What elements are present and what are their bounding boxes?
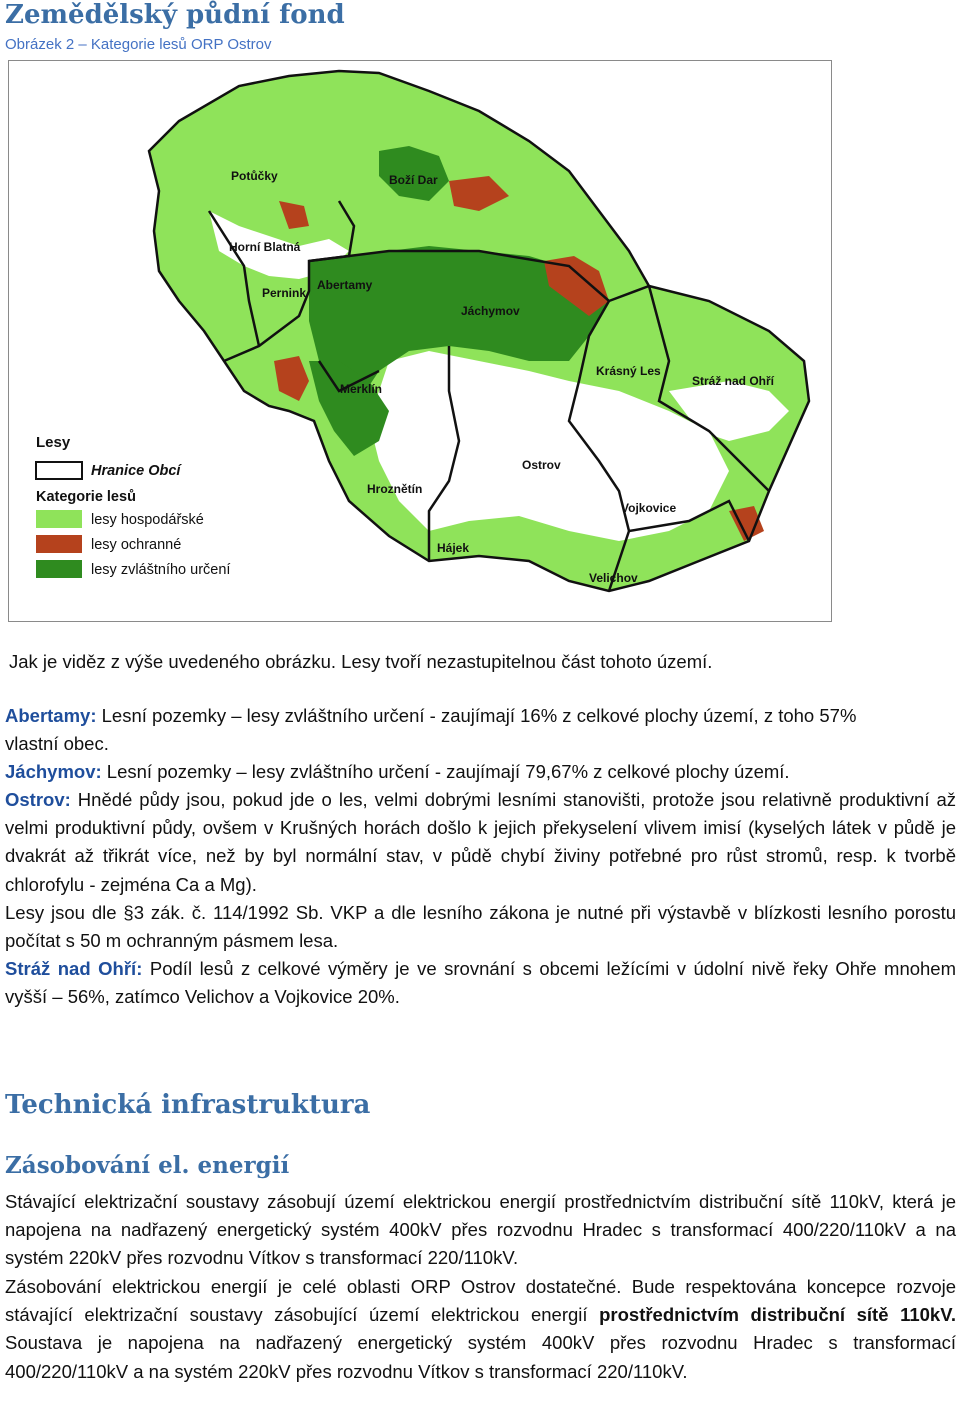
legend-swatch-boundary (36, 462, 82, 479)
straz-text-1: Podíl lesů z celkové výměry je ve srovnání s obcemi ležícími v údolní nivě řeky Ohře (149, 958, 877, 979)
place-hroznetin: Hroznětín (367, 482, 423, 496)
energy1-text-1: Stávající elektrizační soustavy zásobují území elektrickou energií prostřednictvím distribuční sítě (5, 1191, 822, 1212)
forest-law-text-2: porostu počítat s 50 m ochranným pásmem lesa. (5, 902, 957, 952)
ostrov-text-1: Hnědé půdy jsou, pokud jde o les, velmi dobrými lesními stanovišti, protože jsou relativně (77, 789, 832, 810)
legend-label-special: lesy zvláštního určení (91, 562, 231, 578)
forest-law-paragraph (5, 899, 956, 955)
jachymov-text: Lesní pozemky – lesy zvláštního určení - zaujímají 79,67% z celkové plochy území. (106, 761, 790, 782)
place-krasny-les: Krásný Les (596, 364, 661, 378)
energy2-text-3: Soustava je napojena na nadřazený energetický systém 400kV přes rozvodnu (5, 1332, 738, 1354)
heading-electricity-supply: Zásobování el. energií (5, 1152, 290, 1179)
ostrov-label: Ostrov: (5, 789, 71, 810)
map-graphic (9, 61, 831, 621)
place-abertamy: Abertamy (317, 278, 373, 292)
legend-categories-title: Kategorie lesů (36, 489, 136, 505)
energy2-text-2: rozvoje stávající elektrizační soustavy zásobující území elektrickou energií (5, 1276, 957, 1326)
energy1-text-3: transformací 400/220/110kV a na systém 220kV přes rozvodnu Vítkov s transformací 220/110kV. (5, 1219, 956, 1269)
forest-category-map (8, 60, 832, 622)
ostrov-paragraph (5, 786, 956, 899)
legend-swatch-commercial (36, 510, 82, 528)
legend-title: Lesy (36, 434, 71, 451)
straz-label: Stráž nad Ohří: (5, 958, 143, 979)
section-heading: Zemědělský půdní fond (5, 0, 345, 30)
energy2-bold-2: distribuční sítě 110kV. (750, 1304, 956, 1326)
heading-technical-infrastructure: Technická infrastruktura (5, 1090, 371, 1120)
energy-paragraph-1 (5, 1188, 956, 1273)
abertamy-text: Lesní pozemky – lesy zvláštního určení - zaujímají 16% z celkové plochy území, z toho 57% (101, 705, 857, 726)
place-pernink: Pernink (262, 286, 307, 300)
jachymov-label: Jáchymov: (5, 761, 102, 782)
legend-label-commercial: lesy hospodářské (91, 512, 204, 528)
place-hajek: Hájek (437, 541, 470, 555)
forest-law-text-1: Lesy jsou dle §3 zák. č. 114/1992 Sb. VKP a dle lesního zákona je nutné při výstavbě v blízkosti lesního (5, 902, 888, 923)
place-ostrov: Ostrov (522, 458, 561, 472)
energy2-bold-1: prostřednictvím (599, 1304, 739, 1326)
straz-paragraph (5, 955, 956, 1011)
legend-boundary-label: Hranice Obcí (91, 463, 181, 479)
figure-caption: Obrázek 2 – Kategorie lesů ORP Ostrov (5, 36, 272, 53)
legend-label-protective: lesy ochranné (91, 537, 182, 553)
place-horni-blatna: Horní Blatná (229, 240, 301, 254)
ostrov-text-2: produktivní až velmi produktivní půdy, ovšem v Krušných horách došlo k jejich překyselení vlivem (5, 789, 957, 839)
energy2-text-5: 220/110kV. (596, 1360, 688, 1382)
legend-swatch-protective (36, 535, 82, 553)
abertamy-label: Abertamy: (5, 705, 97, 726)
abertamy-text-2: vlastní obec. (5, 733, 109, 755)
ostrov-text-3: imisí (kyselých látek v půdě je dvakrát až třikrát více, než by byl normální stav, v půdě chybí živiny (5, 817, 957, 867)
place-velichov: Velichov (589, 571, 638, 585)
energy2-text-4: Hradec s transformací 400/220/110kV a na systém 220kV přes rozvodnu Vítkov s transformací (5, 1332, 957, 1382)
energy-paragraph-2 (5, 1273, 956, 1386)
place-vojkovice: Vojkovice (621, 501, 677, 515)
place-straz-nad-ohri: Stráž nad Ohří (692, 374, 775, 388)
place-bozi-dar: Boží Dar (389, 173, 438, 187)
ostrov-text-4: potřebné pro růst stromů, resp. k tvorbě chlorofylu - zejména Ca a Mg). (5, 845, 956, 895)
place-potucky: Potůčky (231, 169, 278, 183)
intro-paragraph: Jak je viděz z výše uvedeného obrázku. Lesy tvoří nezastupitelnou část tohoto území. (9, 651, 713, 672)
place-merklin: Merklín (340, 382, 383, 396)
map-legend (36, 434, 230, 578)
abertamy-paragraph (5, 702, 956, 758)
legend-swatch-special (36, 560, 82, 578)
energy1-text-2: 110kV, která je napojena na nadřazený energetický systém 400kV přes rozvodnu Hradec s (5, 1191, 956, 1241)
jachymov-paragraph (5, 758, 956, 786)
place-jachymov: Jáchymov (461, 304, 520, 318)
energy2-text-1: Zásobování elektrickou energií je celé oblasti ORP Ostrov dostatečné. Bude respektována koncepce (5, 1276, 886, 1297)
straz-text-2: mnohem vyšší – 56%, zatímco Velichov a Vojkovice 20%. (5, 958, 957, 1008)
